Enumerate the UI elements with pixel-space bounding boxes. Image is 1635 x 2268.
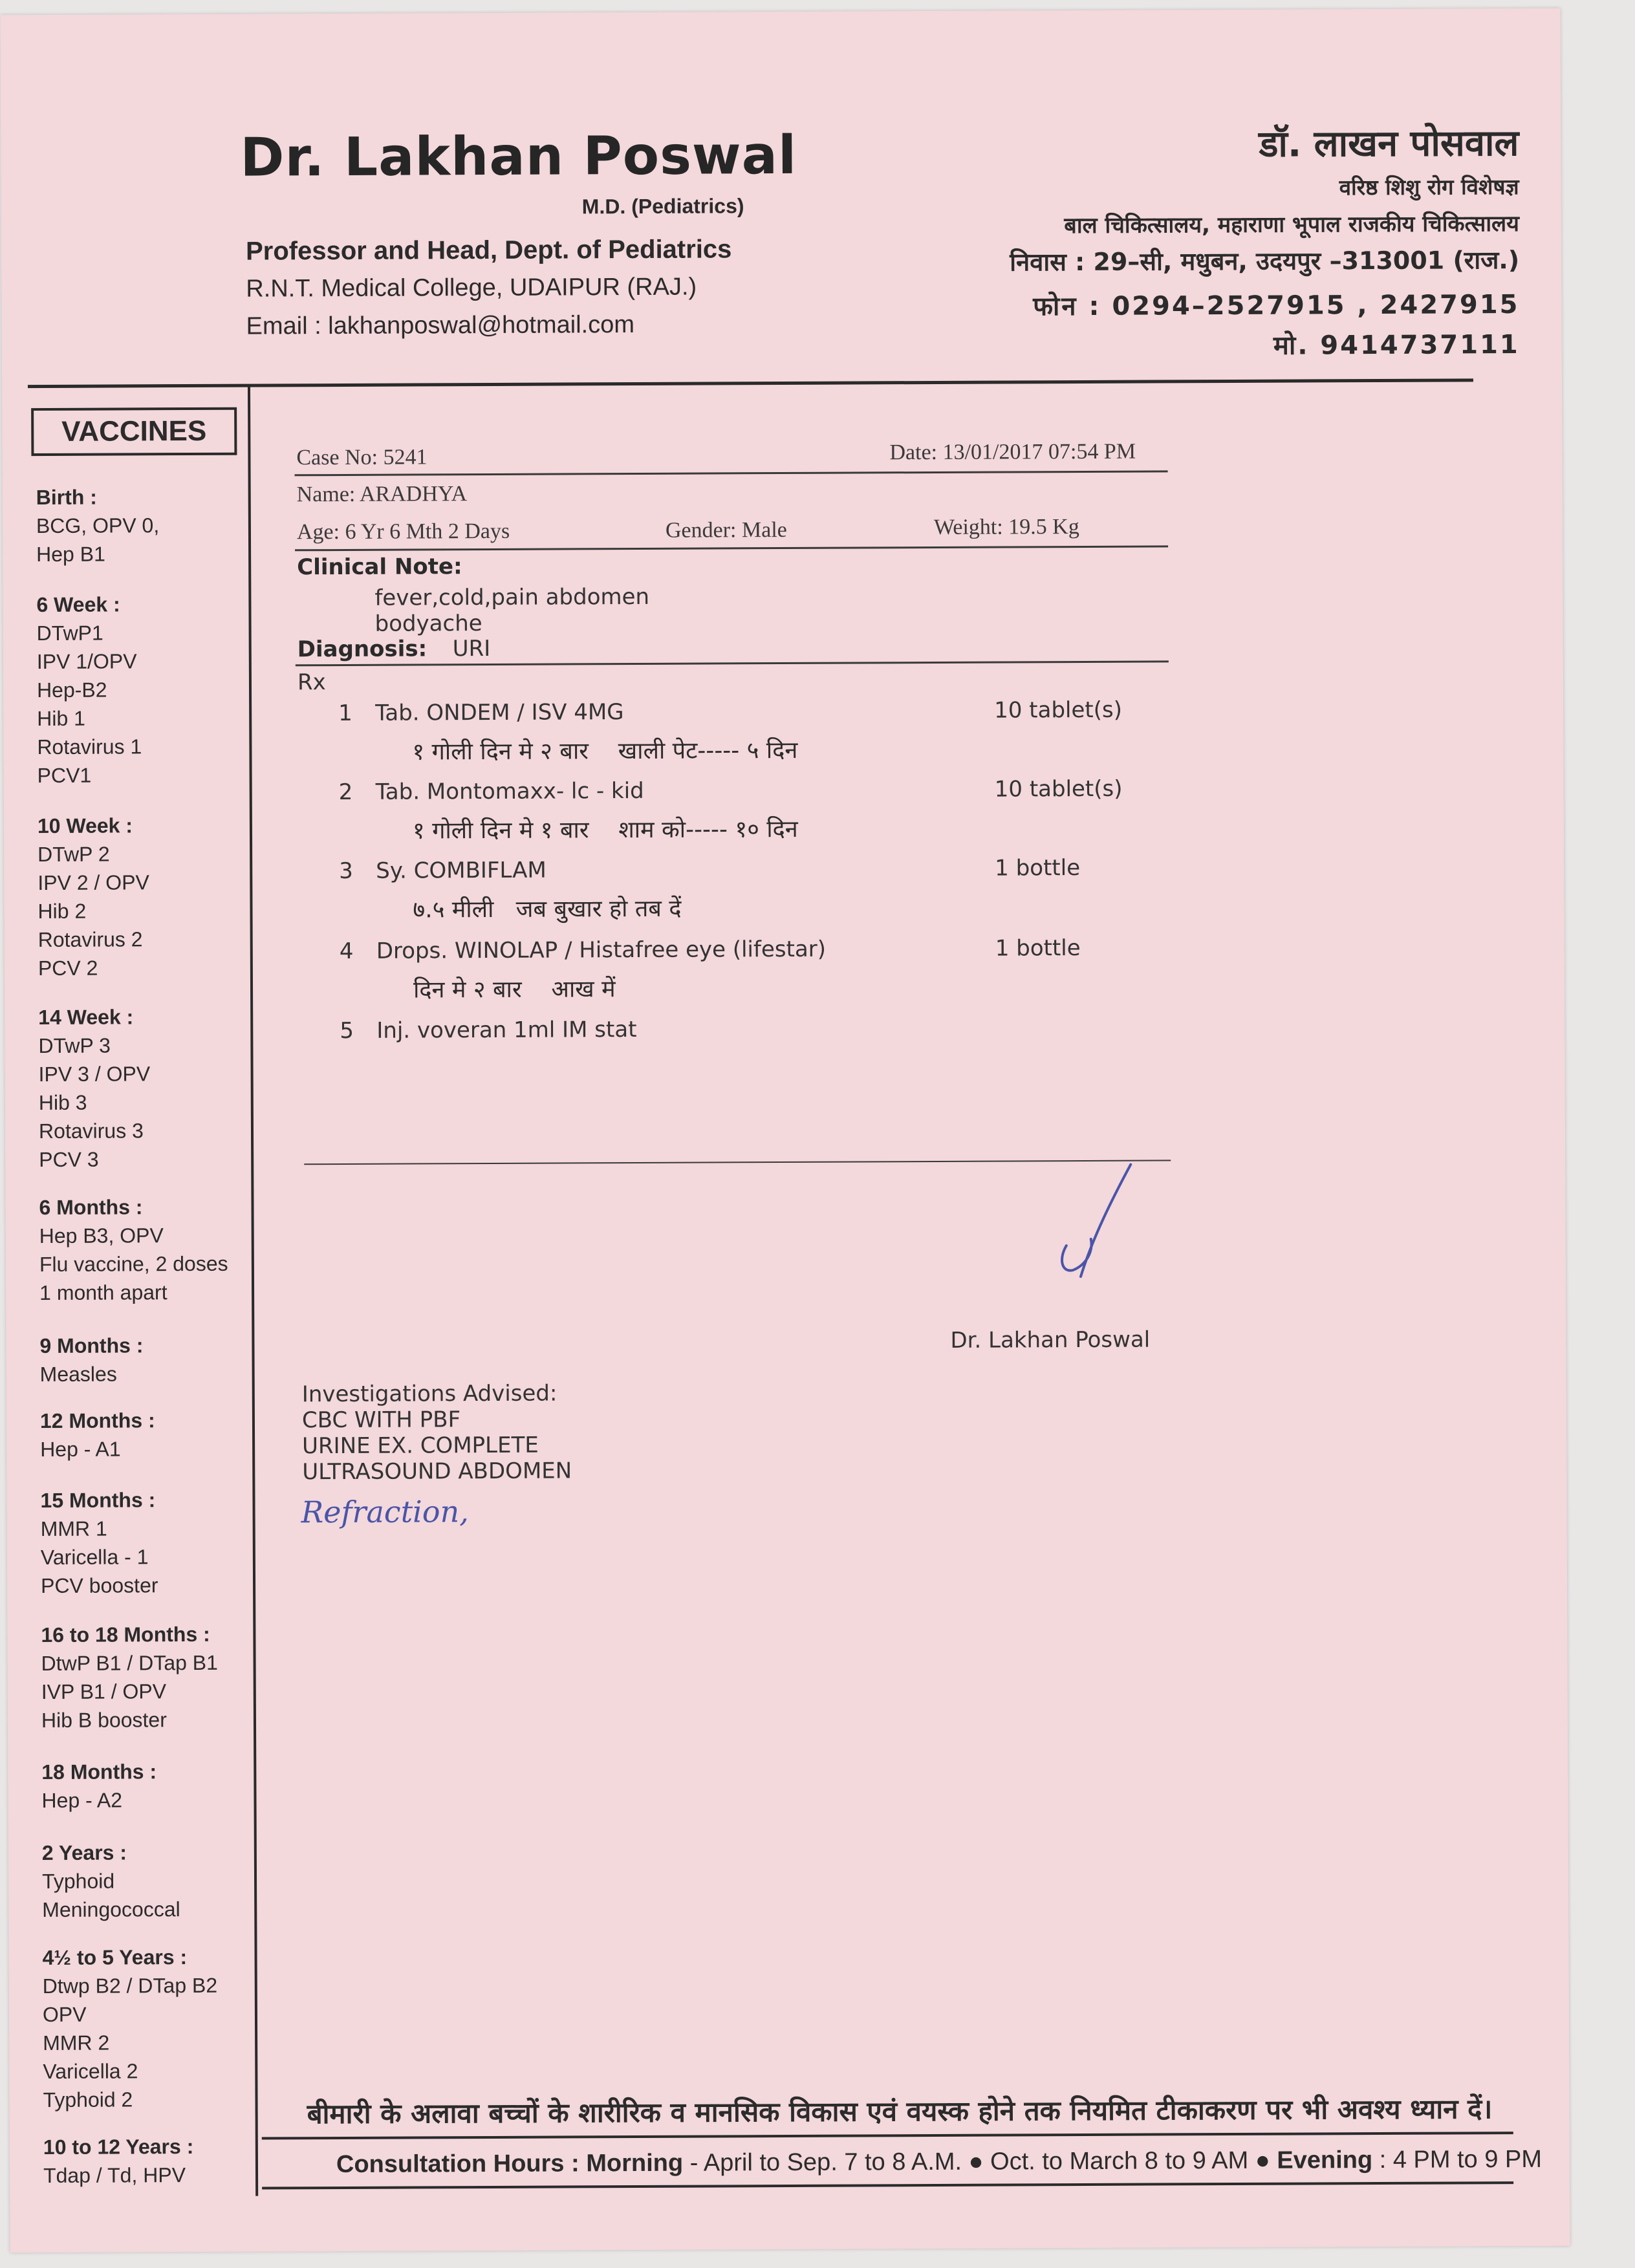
consultation-hours [336,2146,1542,2179]
footer-divider-top [262,2132,1513,2139]
medicine-name: Inj. voveran 1ml IM stat [376,1017,637,1044]
clinical-note-line-2: bodyache [374,610,482,637]
medicine-name: Sy. COMBIFLAM [376,857,547,884]
vaccine-group-heading: 14 Week : [38,1005,134,1030]
vaccine-item: IPV 2 / OPV [38,870,149,895]
medicine-number: 3 [339,858,353,885]
vaccine-item: Varicella - 1 [40,1545,149,1570]
vaccine-item: Hib 1 [37,706,85,731]
vaccine-group [36,590,250,790]
header-divider [28,378,1473,388]
vaccine-item: MMR 2 [43,2031,110,2055]
vaccine-group [36,482,250,568]
vaccine-item: BCG, OPV 0, [36,513,160,538]
vaccine-item: 1 month apart [39,1280,168,1305]
vaccine-item: OPV [42,2002,87,2027]
medicine-name: Tab. Montomaxx- lc - kid [375,777,644,805]
medicine-number: 2 [338,779,353,806]
vaccine-item: Typhoid 2 [43,2088,133,2112]
vaccine-group-heading: 15 Months : [40,1488,156,1513]
vaccine-group [38,1002,252,1174]
medicine-instruction: ७.५ मीली जब बुखार हो तब दें [413,895,682,923]
vaccine-item: Flu vaccine, 2 doses [39,1251,228,1277]
vaccine-item: Hep-B2 [36,678,107,702]
hindi-phone: फोन : 0294–2527915 , 2427915 [1033,290,1520,322]
vaccine-group-heading: 6 Week : [36,592,120,617]
vaccine-group [40,1485,254,1600]
case-date: Date: 13/01/2017 07:54 PM [889,439,1136,465]
vaccine-item: Meningococcal [42,1897,180,1922]
hindi-doctor-name: डॉ. लाखन पोसवाल [1259,122,1519,166]
vaccine-group [41,1757,255,1815]
medicine-instruction: दिन मे २ बार आख में [413,976,616,1004]
evening-hours: : 4 PM to 9 PM [1379,2145,1543,2174]
vaccines-title: VACCINES [31,407,237,456]
case-divider-2 [295,545,1168,551]
vaccine-group-heading: 4½ to 5 Years : [42,1945,188,1970]
hindi-mobile: मो. 9414737111 [1273,330,1520,361]
rx-label: Rx [297,669,326,696]
vaccine-item: IVP B1 / OPV [41,1679,167,1704]
patient-name: Name: ARADHYA [296,482,468,507]
vaccine-item: PCV1 [37,763,92,788]
doctor-email: Email : lakhanposwal@hotmail.com [246,311,635,340]
vaccine-group [43,2132,257,2190]
vaccine-item: Hib B booster [41,1708,167,1733]
medicine-quantity: 1 bottle [995,935,1081,962]
vaccine-group-heading: 16 to 18 Months : [41,1622,210,1647]
vaccine-item: DTwP1 [36,621,103,645]
vaccine-item: DTwP 2 [38,842,110,867]
hindi-hospital: बाल चिकित्सालय, महाराणा भूपाल राजकीय चिकित्सालय [1064,211,1519,239]
vaccine-item: DtwP B1 / DTap B1 [41,1650,218,1676]
vaccine-item: PCV 3 [39,1147,99,1172]
vaccine-group [40,1406,254,1463]
diagnosis-value: URI [452,635,491,662]
vaccine-group [39,1331,253,1388]
vaccine-group [42,1943,256,2114]
vaccine-group-heading: 9 Months : [39,1334,144,1358]
vaccine-item: Dtwp B2 / DTap B2 [42,1973,218,1998]
vaccine-group-heading: 10 to 12 Years : [43,2135,194,2159]
vaccine-group-heading: 12 Months : [39,1409,155,1433]
footer-vaccination-note: बीमारी के अलावा बच्चों के शारीरिक व मानसिक विकास एवं वयस्क होने तक नियमित टीकाकरण पर भी अवश्य ध्यान दें। [307,2093,1493,2130]
medicine-number: 5 [340,1017,354,1044]
vaccine-group-heading: 18 Months : [41,1760,157,1784]
patient-age: Age: 6 Yr 6 Mth 2 Days [296,519,510,545]
doctor-title: Professor and Head, Dept. of Pediatrics [245,235,732,266]
vaccine-item: PCV booster [40,1573,158,1598]
medicine-number: 1 [338,700,352,727]
doctor-college: R.N.T. Medical College, UDAIPUR (RAJ.) [246,273,697,303]
investigation-item: URINE EX. COMPLETE [302,1432,539,1460]
vaccine-item: Varicella 2 [43,2059,138,2084]
hindi-address: निवास : 29–सी, मधुबन, उदयपुर –313001 (राज.) [1010,246,1520,277]
vaccine-item: IPV 1/OPV [36,649,137,674]
patient-weight: Weight: 19.5 Kg [933,515,1079,539]
investigations-label: Investigations Advised: [301,1380,558,1408]
vaccine-item: Rotavirus 1 [37,735,142,759]
medicine-name: Drops. WINOLAP / Histafree eye (lifestar) [376,936,827,964]
vaccine-item: Hib 3 [38,1090,87,1115]
case-number: Case No: 5241 [296,445,428,470]
vaccine-item: Tdap / Td, HPV [43,2163,186,2188]
vaccine-group-heading: 6 Months : [39,1195,143,1220]
clinical-note-line-1: fever,cold,pain abdomen [374,583,650,611]
vaccine-item: Hib 2 [38,899,87,923]
medicine-name: Tab. ONDEM / ISV 4MG [375,699,624,726]
vaccine-item: Measles [39,1362,117,1387]
vaccine-item: Hep - A2 [41,1788,123,1813]
vaccine-group-heading: 2 Years : [41,1841,127,1865]
morning-hours: - April to Sep. 7 to 8 A.M. ● Oct. to March 8 to 9 AM ● [689,2146,1270,2177]
rx-end-divider [304,1160,1171,1165]
medicine-instruction: १ गोली दिन मे २ बार खाली पेट----- ५ दिन [412,737,798,766]
doctor-name: Dr. Lakhan Poswal [240,124,797,189]
clinical-note-label: Clinical Note: [297,554,462,581]
vaccine-item: DTwP 3 [38,1033,111,1058]
medicine-instruction: १ गोली दिन मे १ बार शाम को----- १० दिन [412,815,798,845]
vaccine-item: Hep B3, OPV [39,1224,164,1248]
hours-label: Consultation Hours : [336,2150,579,2179]
medicine-quantity: 1 bottle [995,855,1081,881]
vaccine-item: Rotavirus 3 [38,1119,144,1143]
vaccine-group [42,1838,256,1924]
vaccine-group [39,1193,253,1307]
vaccine-group [41,1620,255,1734]
medicine-quantity: 10 tablet(s) [994,697,1123,724]
hindi-specialty: वरिष्ठ शिशु रोग विशेषज्ञ [1339,174,1519,200]
vaccine-group-heading: 10 Week : [37,814,133,838]
vaccine-item: MMR 1 [40,1517,107,1541]
vaccine-item: Typhoid [41,1869,115,1894]
investigation-item: CBC WITH PBF [301,1407,461,1434]
footer-divider-bottom [262,2181,1513,2189]
handwritten-note: Refraction, [301,1494,469,1530]
vaccine-item: Rotavirus 2 [38,927,143,952]
doctor-degree: M.D. (Pediatrics) [581,194,744,219]
diagnosis-label: Diagnosis: [297,636,428,663]
case-divider-1 [295,470,1168,476]
patient-gender: Gender: Male [665,517,787,543]
vaccine-item: PCV 2 [38,956,98,980]
signature-name: Dr. Lakhan Poswal [950,1326,1151,1354]
vaccine-item: IPV 3 / OPV [38,1062,151,1086]
prescription-paper [0,8,1570,2252]
morning-label: Morning [586,2149,684,2177]
vaccine-item: Hep B1 [36,542,105,567]
medicine-quantity: 10 tablet(s) [994,775,1123,803]
signature-scribble [1053,1161,1138,1291]
vaccine-group-heading: Birth : [36,485,97,510]
investigation-item: ULTRASOUND ABDOMEN [302,1458,572,1485]
evening-label: Evening [1277,2146,1373,2174]
medicine-number: 4 [339,938,354,965]
vaccine-item: Hep - A1 [40,1437,121,1462]
vaccine-group [38,811,252,982]
